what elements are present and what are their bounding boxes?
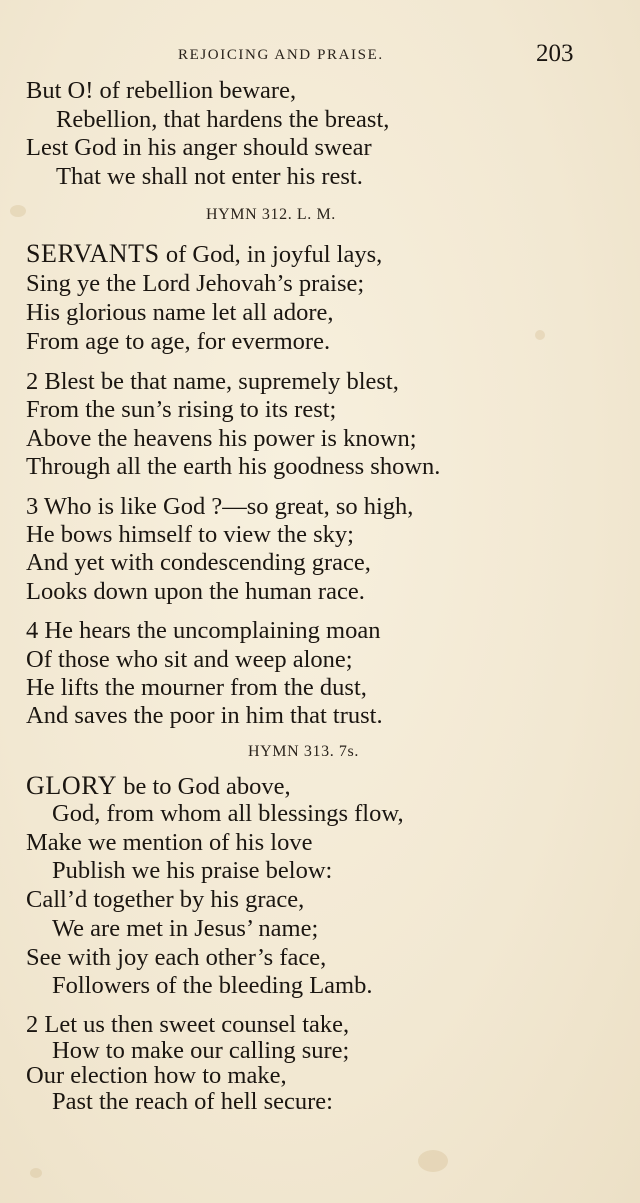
verse-line: Followers of the bleeding Lamb.	[52, 972, 373, 999]
verse-line: His glorious name let all adore,	[26, 299, 334, 326]
verse-line: Call’d together by his grace,	[26, 886, 305, 913]
verse-line: Past the reach of hell secure:	[52, 1088, 333, 1115]
verse-line	[26, 772, 291, 801]
verse-line: 3 Who is like God ?—so great, so high,	[26, 493, 414, 520]
verse-line: Make we mention of his love	[26, 829, 313, 856]
verse-line	[26, 240, 382, 269]
verse-line: How to make our calling sure;	[52, 1037, 350, 1064]
page-number: 203	[536, 40, 574, 67]
verse-line: And yet with condescending grace,	[26, 549, 371, 576]
hymn-heading: HYMN 312. L. M.	[206, 206, 336, 223]
paper-stain	[10, 205, 26, 217]
verse-line: God, from whom all blessings flow,	[52, 800, 404, 827]
verse-line: But O! of rebellion beware,	[26, 77, 297, 104]
verse-line: He bows himself to view the sky;	[26, 521, 354, 548]
verse-line: We are met in Jesus’ name;	[52, 915, 319, 942]
verse-line: Looks down upon the human race.	[26, 578, 365, 605]
verse-line: 2 Let us then sweet counsel take,	[26, 1011, 350, 1038]
verse-line: Our election how to make,	[26, 1062, 287, 1089]
hymn-first-word: GLORY	[26, 771, 118, 800]
verse-line: Sing ye the Lord Jehovah’s praise;	[26, 270, 365, 297]
verse-line: He lifts the mourner from the dust,	[26, 674, 367, 701]
paper-stain	[418, 1150, 448, 1172]
paper-stain	[30, 1168, 42, 1178]
verse-line: See with joy each other’s face,	[26, 944, 327, 971]
verse-line: Lest God in his anger should swear	[26, 134, 372, 161]
verse-line: From the sun’s rising to its rest;	[26, 396, 337, 423]
verse-line: Rebellion, that hardens the breast,	[56, 106, 390, 133]
verse-line: 2 Blest be that name, supremely blest,	[26, 368, 399, 395]
verse-line-rest: of God, in joyful lays,	[159, 241, 383, 268]
verse-line: Publish we his praise below:	[52, 857, 333, 884]
verse-line: Of those who sit and weep alone;	[26, 646, 353, 673]
running-head: REJOICING AND PRAISE.	[178, 47, 384, 63]
hymn-heading: HYMN 313. 7s.	[248, 743, 359, 760]
verse-line: Through all the earth his goodness shown.	[26, 453, 441, 480]
verse-line: That we shall not enter his rest.	[56, 163, 363, 190]
verse-line-rest: be to God above,	[117, 773, 291, 800]
paper-stain	[535, 330, 545, 340]
verse-line: And saves the poor in him that trust.	[26, 702, 383, 729]
hymn-first-word: SERVANTS	[26, 239, 160, 268]
verse-line: Above the heavens his power is known;	[26, 425, 417, 452]
verse-line: 4 He hears the uncomplaining moan	[26, 617, 381, 644]
verse-line: From age to age, for evermore.	[26, 328, 331, 355]
page-header	[0, 40, 640, 70]
